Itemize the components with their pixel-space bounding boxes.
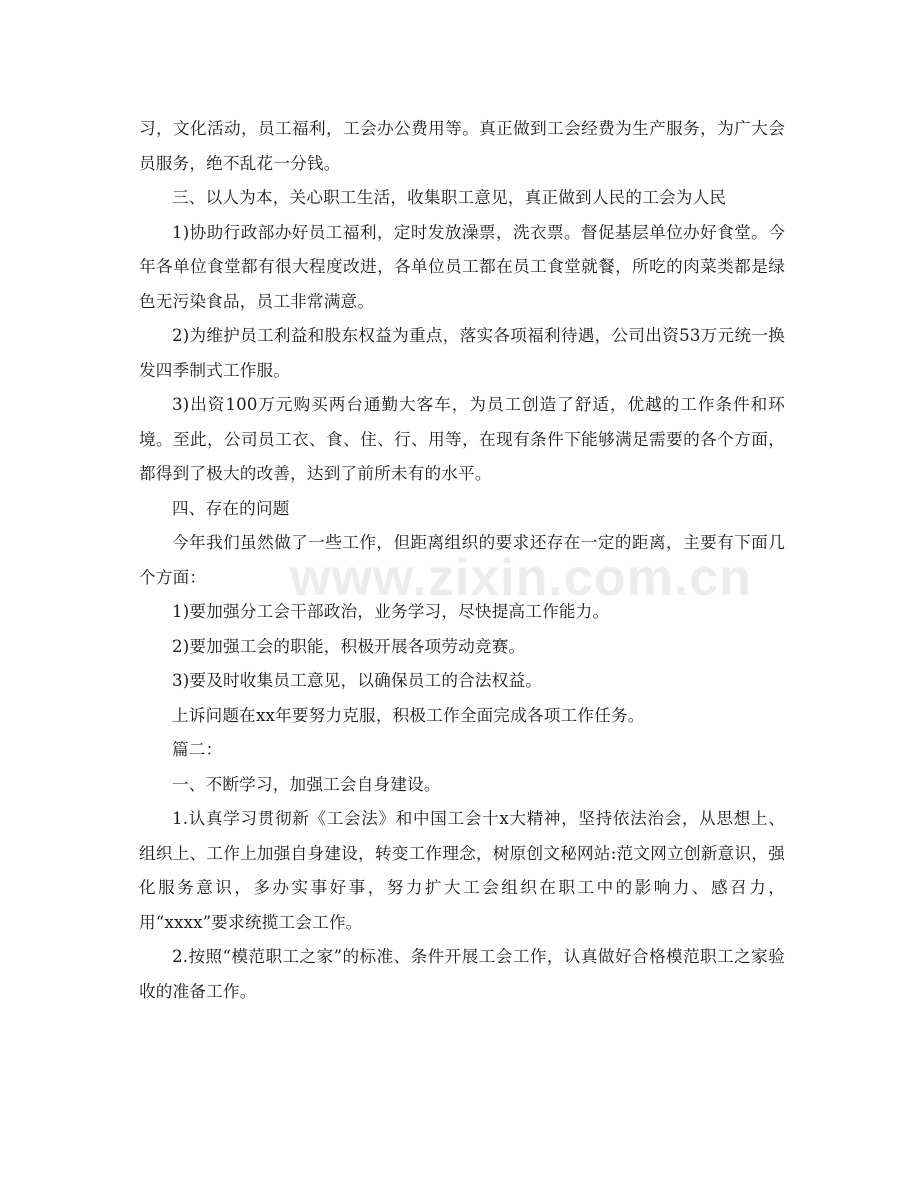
paragraph-item-3: 3)出资100万元购买两台通勤大客车，为员工创造了舒适，优越的工作条件和环境。至此，公司员工衣、食、住、行、用等，在现有条件下能够满足需要的各个方面，都得到了极大的改善，达到了前所未有的水平。 [139, 395, 785, 483]
paragraph-part2-item-2: 2.按照“模范职工之家”的标准、条件开展工会工作，认真做好合格模范职工之家验收的准备工作。 [139, 947, 785, 1001]
problem-item-3: 3)要及时收集员工意见，以确保员工的合法权益。 [172, 671, 543, 690]
section-heading-3: 三、以人为本，关心职工生活，收集职工意见，真正做到人民的工会为人民 [172, 188, 727, 207]
paragraph-item-2: 2)为维护员工利益和股东权益为重点，落实各项福利待遇，公司出资53万元统一换发四季制式工作服。 [139, 326, 785, 380]
section-heading-part2-1: 一、不断学习，加强工会自身建设。 [172, 774, 441, 794]
paragraph-conclusion: 上诉问题在xx年要努力克服，积极工作全面完成各项工作任务。 [172, 705, 645, 725]
part-two-heading: 篇二： [172, 740, 223, 759]
section-heading-4: 四、存在的问题 [172, 498, 290, 518]
paragraph-item-1: 1)协助行政部办好员工福利，定时发放澡票，洗衣票。督促基层单位办好食堂。今年各单位食堂都有很大程度改进，各单位员工都在员工食堂就餐，所吃的肉菜类都是绿色无污染食品，员工非常满意。 [139, 222, 785, 311]
paragraph-1: 习，文化活动，员工福利，工会办公费用等。真正做到工会经费为生产服务，为广大会员服务，绝不乱花一分钱。 [139, 119, 785, 173]
problem-item-2: 2)要加强工会的职能，积极开展各项劳动竞赛。 [172, 636, 526, 656]
paragraph-part2-item-1: 1.认真学习贯彻新《工会法》和中国工会十x大精神，坚持依法治会，从思想上、组织上、工作上加强自身建设，转变工作理念，树原创文秘网站:范文网立创新意识，强化服务意识，多办实事好事，努力扩大工会组织在职工中的影响力、感召力，用“xxxx”要求统揽工会工作。 [139, 809, 785, 932]
document-body [139, 112, 785, 1009]
watermark-text: www.zixin.com.cn [290, 549, 752, 607]
problem-item-1: 1)要加强分工会干部政治，业务学习，尽快提高工作能力。 [172, 602, 610, 621]
paragraph-problems-intro: 今年我们虽然做了一些工作，但距离组织的要求还存在一定的距离，主要有下面几个方面： [139, 533, 785, 587]
